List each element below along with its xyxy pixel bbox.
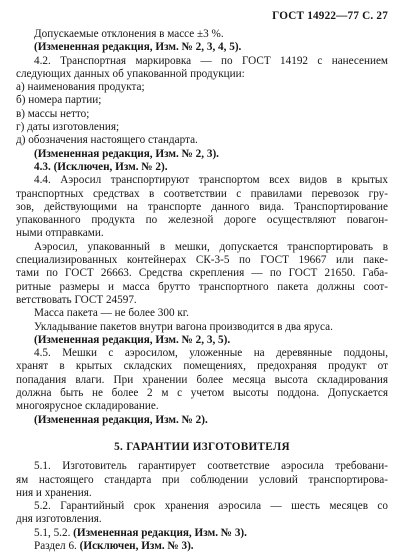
note-text: (Исключен, Изм. № 3). xyxy=(79,539,194,552)
tolerance-text: Допускаемые отклонения в массе ±3 %. xyxy=(34,28,224,40)
note-prefix: 5.1, 5.2. xyxy=(34,526,71,539)
clause-line: попадания влаги. При хранении более месяца высота складирования xyxy=(16,373,388,386)
clause-line: 4.2. Транспортная маркировка — по ГОСТ 14192 с нанесением xyxy=(34,54,388,67)
section-6-note xyxy=(16,540,388,553)
list-item: б) номера партии; xyxy=(16,94,102,107)
clause-5-2 xyxy=(16,500,388,527)
wagon-loading-text: Укладывание пакетов внутри вагона производится в два яруса. xyxy=(34,320,333,333)
document-page xyxy=(16,10,388,553)
clause-line: следующих данных об упакованной продукции: xyxy=(16,67,245,80)
clause-line: дня изготовления. xyxy=(16,513,102,526)
clause-5-1 xyxy=(16,460,388,500)
marking-list xyxy=(16,81,388,147)
clause-line: 5.2. Гарантийный срок хранения аэросила — шесть месяцев со xyxy=(34,500,388,513)
clause-line: 4.4. Аэросил транспортируют транспортом всех видов в крытых xyxy=(34,174,388,187)
clause-line: тами по ГОСТ 26663. Средства скрепления — по ГОСТ 21650. Габа- xyxy=(16,267,388,280)
list-item: в) массы нетто; xyxy=(16,107,90,120)
amendment-note: (Измененная редакция, Изм. № 2). xyxy=(34,413,208,426)
aerosil-transport-paragraph xyxy=(16,241,388,307)
note-prefix: Раздел 6. xyxy=(34,539,77,552)
clause-line: зов, действующими на транспорте данного вида. Транспортирование xyxy=(16,200,388,213)
list-item: а) наименования продукта; xyxy=(16,81,145,94)
clause-line: ям настоящего стандарта при соблюдении условий транспортирова- xyxy=(16,473,388,486)
clause-4-3: 4.3. (Исключен, Изм. № 2). xyxy=(34,160,168,173)
clause-line: ными отправками. xyxy=(16,227,104,240)
amendment-note-5 xyxy=(16,527,388,540)
section-title: 5. ГАРАНТИИ ИЗГОТОВИТЕЛЯ xyxy=(114,440,290,453)
list-item: д) обозначения настоящего стандарта. xyxy=(16,134,198,147)
clause-line: ритные размеры и масса брутто транспортного пакета должны соот- xyxy=(16,280,388,293)
clause-line: ния и хранения. xyxy=(16,486,92,499)
clause-line: должна быть не более 2 м с учетом высоты поддона. Допускается xyxy=(16,387,388,400)
clause-line: Аэросил, упакованный в мешки, допускается транспортировать в xyxy=(34,240,388,253)
page-header: ГОСТ 14922—77 С. 27 xyxy=(272,10,388,22)
clause-4-4 xyxy=(16,174,388,240)
amendment-note: (Измененная редакция, Изм. № 2, 3). xyxy=(34,147,219,160)
clause-4-5 xyxy=(16,347,388,413)
clause-line: многоярусное складирование. xyxy=(16,400,159,413)
clause-line: 4.5. Мешки с аэросилом, уложенные на деревянные поддоны, xyxy=(34,347,388,360)
list-item: г) даты изготовления; xyxy=(16,121,120,134)
clause-4-2 xyxy=(16,55,388,82)
clause-line: транспортных средствах в соответствии с правилами перевозок гру- xyxy=(16,187,388,200)
package-mass-text: Масса пакета — не более 300 кг. xyxy=(34,307,189,320)
note-text: (Измененная редакция, Изм. № 3). xyxy=(73,526,247,539)
clause-line: специализированных контейнерах СК-3-5 по ГОСТ 19667 или паке- xyxy=(16,254,388,267)
amendment-note: (Измененная редакция, Изм. № 2, 3, 4, 5). xyxy=(34,41,242,54)
amendment-note: (Измененная редакция, Изм. № 2, 3, 5). xyxy=(34,333,231,346)
clause-line: 5.1. Изготовитель гарантирует соответствие аэросила требовани- xyxy=(34,460,388,473)
clause-line: хранят в крытых складских помещениях, предохраняя продукт от xyxy=(16,360,388,373)
clause-line: ветствовать ГОСТ 24597. xyxy=(16,293,137,306)
clause-line: упакованного продукта по железной дороге осуществляют повагон- xyxy=(16,214,388,227)
